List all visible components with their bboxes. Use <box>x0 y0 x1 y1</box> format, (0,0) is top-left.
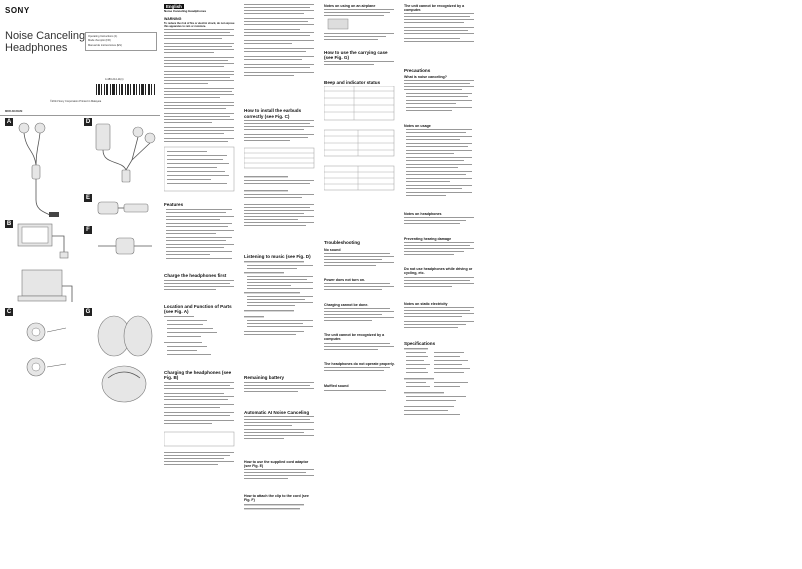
specifications-title: Specifications <box>404 341 436 347</box>
install-text-lines <box>244 120 316 250</box>
ts-continued-lines <box>404 13 476 63</box>
clip-title: How to attach the clip to the cord (see Fig. F) <box>244 494 309 503</box>
ts-item-lines <box>324 390 396 400</box>
ts-item-lines <box>324 253 396 275</box>
location-text-lines <box>164 316 236 366</box>
doc-language-es: Manual de instrucciones (ES) <box>88 43 122 47</box>
precaution-lines <box>404 242 476 264</box>
product-name: Noise Canceling Headphones <box>164 9 207 14</box>
doc-language-fr: Mode d'emploi (FR) <box>88 39 111 43</box>
doc-language-list <box>85 32 157 51</box>
precaution-lines <box>404 307 476 337</box>
precaution-item: Notes on usage <box>404 123 431 128</box>
precaution-item: Notes on static electricity <box>404 301 448 306</box>
cover-column <box>0 0 160 569</box>
figure-label-g: G <box>85 309 91 315</box>
precaution-item: Preventing hearing damage <box>404 236 452 241</box>
precaution-lines <box>404 80 476 120</box>
doc-language-en: Operating Instructions (1) <box>88 35 118 38</box>
cover-title-line2: Headphones <box>5 42 68 54</box>
figure-e-adaptor-diagram <box>94 196 156 222</box>
specifications-lines <box>404 348 476 438</box>
charging-title: Charging the headphones (see Fig. B) <box>164 369 232 381</box>
column-beep <box>324 0 396 401</box>
features-text-lines <box>164 209 236 269</box>
beep-tables <box>324 86 396 236</box>
auto-title: Automatic AI Noise Canceling <box>244 409 310 415</box>
airplane-text-lines <box>324 9 396 45</box>
figure-label-e: E <box>85 195 90 201</box>
install-title: How to install the earbuds correctly (see Fig. C) <box>244 108 302 119</box>
precaution-lines <box>404 217 476 233</box>
figure-f-clip-diagram <box>94 228 156 264</box>
precautions-title: Precautions <box>404 67 431 73</box>
cover-title-line1: Noise Canceling <box>5 30 86 42</box>
model-number: MDR-NC31EM <box>5 110 23 113</box>
figure-a-headphones-diagram <box>14 120 74 225</box>
listening-title: Listening to music (see Fig. D) <box>244 254 311 260</box>
ts-item: The headphones do not operate properly. <box>324 361 395 366</box>
intro-text-block <box>164 29 236 199</box>
ts-list <box>324 248 396 401</box>
ts-item-lines <box>324 367 396 381</box>
clip-text-lines <box>244 504 316 520</box>
beep-title: Beep and indicator status <box>324 79 381 85</box>
ts-item: Muffled sound <box>324 384 349 389</box>
location-title: Location and Function of Parts (see Fig. A) <box>164 303 232 315</box>
figure-label-c: C <box>6 309 12 315</box>
brand-logo: SONY <box>5 6 30 15</box>
warning-text: To reduce the risk of fire or electric shock, do not expose this apparatus to rain or moisture. <box>164 21 235 29</box>
figure-c-earbud-diagram <box>14 312 78 392</box>
figure-label-b: B <box>6 221 12 227</box>
precaution-lines <box>404 277 476 299</box>
ts-item-lines <box>324 283 396 299</box>
notes-airplane-title: Notes on using on an airplane <box>324 4 376 8</box>
ts-item: Power does not turn on. <box>324 278 366 283</box>
figure-g-case-diagram <box>94 312 156 408</box>
warning-title: WARNING <box>164 16 182 21</box>
ts-item-lines <box>324 308 396 330</box>
troubleshooting-title: Troubleshooting <box>324 240 360 246</box>
figure-label-d: D <box>85 119 91 125</box>
figure-label-a: A <box>6 119 12 125</box>
remaining-title: Remaining battery <box>244 375 285 381</box>
figure-laptop-illustration <box>16 268 76 306</box>
precautions-list <box>404 75 476 338</box>
auto-text-lines <box>244 416 316 456</box>
ts-continued-title: The unit cannot be recognized by a computer. <box>404 4 465 13</box>
figure-label-f: F <box>84 226 92 234</box>
carrying-case-title: How to use the carrying case (see Fig. G) <box>324 49 388 60</box>
remaining-text-lines <box>244 382 316 406</box>
ts-item: No sound <box>324 247 341 252</box>
language-tab-english: English <box>166 4 182 9</box>
change-title: Charge the headphones first <box>164 273 227 279</box>
case-text-lines <box>324 61 396 75</box>
precaution-item: Notes on headphones <box>404 212 442 217</box>
column-intro <box>164 0 236 483</box>
ts-item: Charging cannot be done. <box>324 302 369 307</box>
change-text-lines <box>164 280 236 300</box>
precaution-item: Do not use headphones while driving or cycling, etc. <box>404 267 473 276</box>
copyright: ©2014 Sony Corporation Printed in Malaysia <box>50 100 102 103</box>
barcode-icon <box>96 84 156 98</box>
cover-divider <box>0 115 160 116</box>
figure-d-listening-diagram <box>92 120 158 190</box>
charging-text-lines <box>164 382 236 482</box>
intro-continued-lines <box>244 4 316 104</box>
cord-text-lines <box>244 469 316 491</box>
column-install <box>244 0 316 521</box>
listening-text-lines <box>244 261 316 371</box>
intro-text-lines <box>164 29 236 199</box>
column-precautions <box>404 0 476 439</box>
ts-item: The unit cannot be recognized by a computer. <box>324 333 385 342</box>
figure-b-charging-diagram <box>16 222 76 262</box>
precaution-item: What is noise canceling? <box>404 75 447 80</box>
features-title: Features <box>164 202 184 208</box>
part-number: 4-480-214-11(1) <box>105 78 124 81</box>
cord-title: How to use the supplied cord adaptor (see Fig. E) <box>244 459 309 468</box>
ts-item-lines <box>324 343 396 359</box>
precaution-lines <box>404 129 476 209</box>
